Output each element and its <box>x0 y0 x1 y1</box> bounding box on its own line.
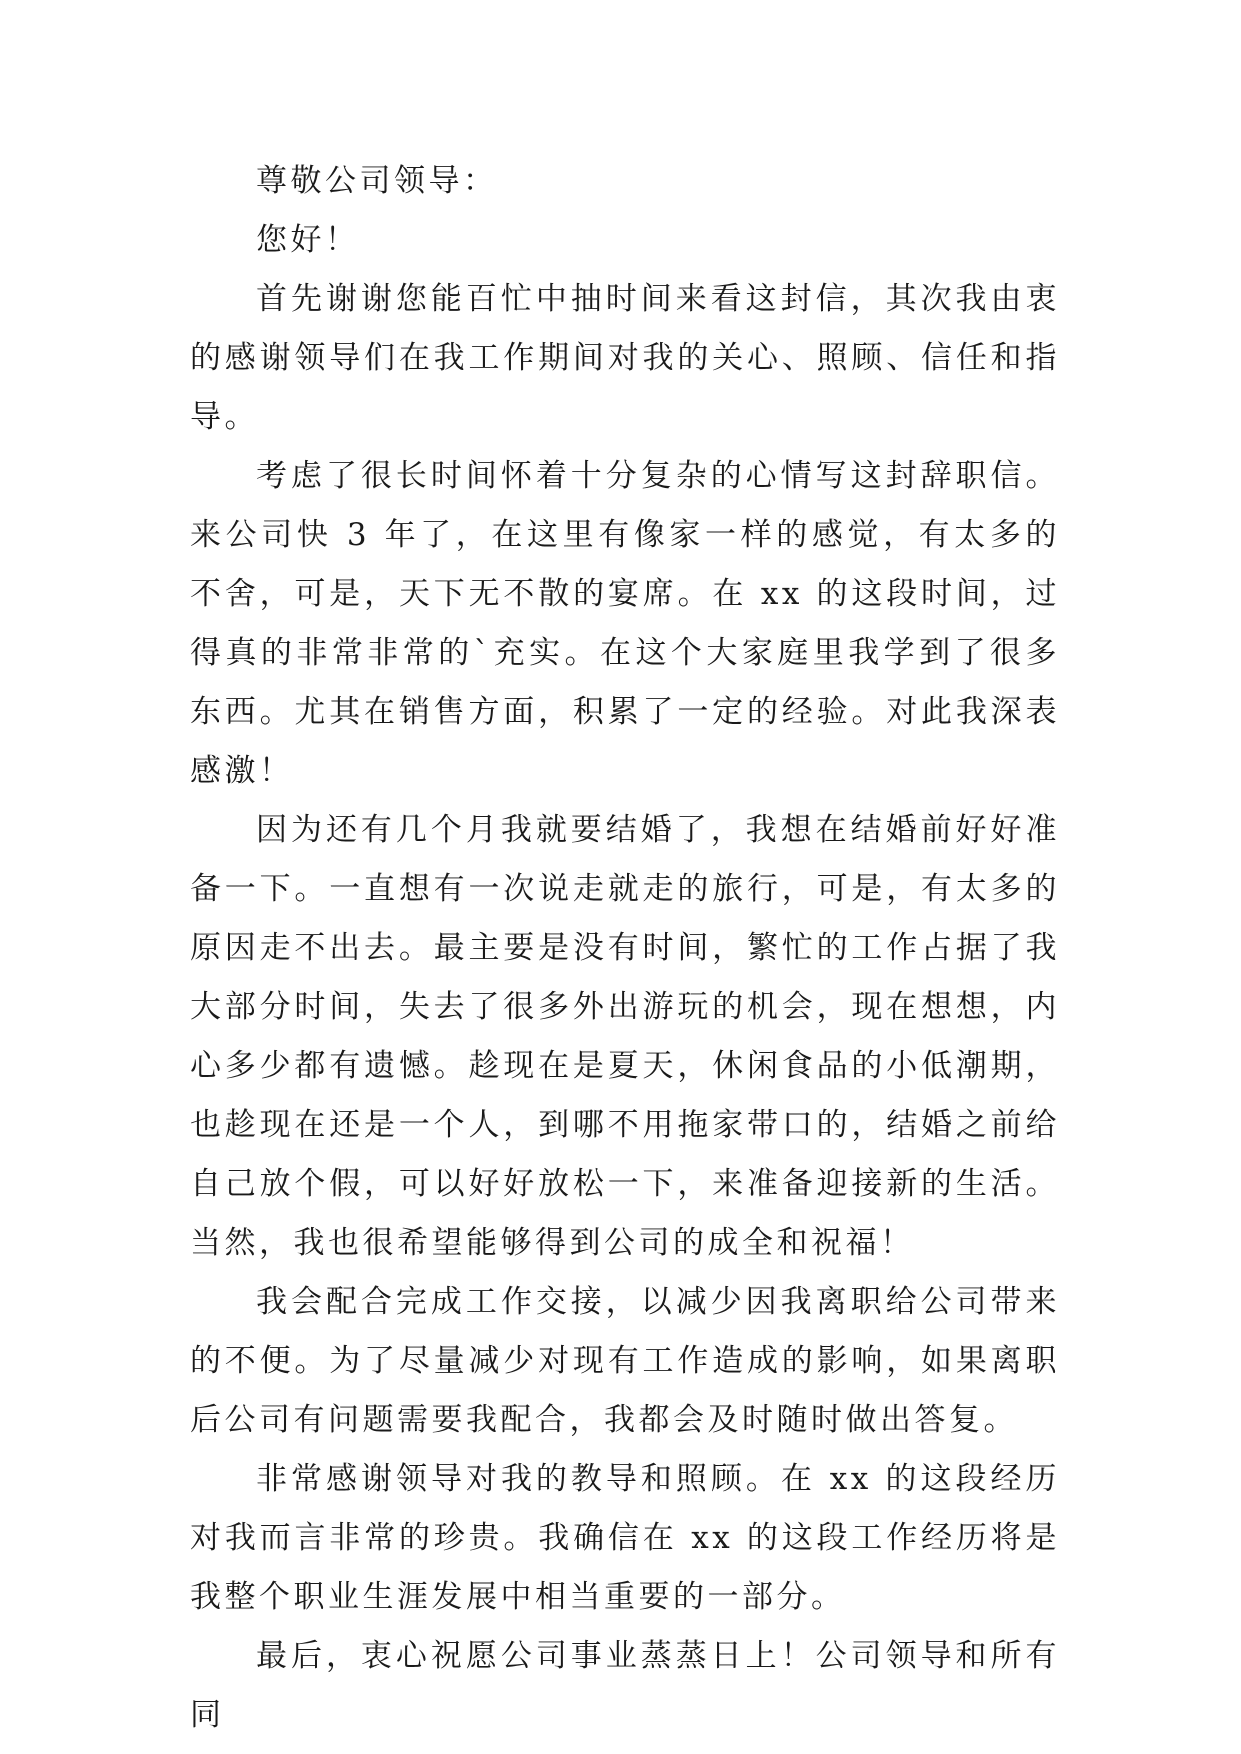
paragraph-gratitude: 非常感谢领导对我的教导和照顾。在 xx 的这段经历对我而言非常的珍贵。我确信在 xx 的这段工作经历将是我整个职业生涯发展中相当重要的一部分。 <box>190 1461 1060 1615</box>
paragraph-handover: 我会配合完成工作交接，以减少因我离职给公司带来的不便。为了尽量减少对现有工作造成的影响，如果离职后公司有问题需要我配合，我都会及时随时做出答复。 <box>190 1284 1060 1438</box>
paragraph-closing: 最后，衷心祝愿公司事业蒸蒸日上！公司领导和所有同 <box>190 1638 1060 1733</box>
paragraph-reason: 因为还有几个月我就要结婚了，我想在结婚前好好准备一下。一直想有一次说走就走的旅行，可是，有太多的原因走不出去。最主要是没有时间，繁忙的工作占据了我大部分时间，失去了很多外出游玩的机会，现在想想，内心多少都有遗憾。趁现在是夏天，休闲食品的小低潮期，也趁现在还是一个人，到哪不用拖家带口的，结婚之前给自己放个假，可以好好放松一下，来准备迎接新的生活。当然，我也很希望能够得到公司的成全和祝福！ <box>190 812 1060 1261</box>
letter-body <box>190 152 1060 1745</box>
paragraph-thanks: 首先谢谢您能百忙中抽时间来看这封信，其次我由衷的感谢领导们在我工作期间对我的关心、照顾、信任和指导。 <box>190 281 1060 435</box>
greeting-hello: 您好！ <box>256 222 360 258</box>
paragraph-resignation: 考虑了很长时间怀着十分复杂的心情写这封辞职信。来公司快 3 年了，在这里有像家一样的感觉，有太多的不舍，可是，天下无不散的宴席。在 xx 的这段时间，过得真的非常非常的`充实。在这个大家庭里我学到了很多东西。尤其在销售方面，积累了一定的经验。对此我深表感激！ <box>190 458 1060 789</box>
salutation: 尊敬公司领导： <box>256 163 498 199</box>
